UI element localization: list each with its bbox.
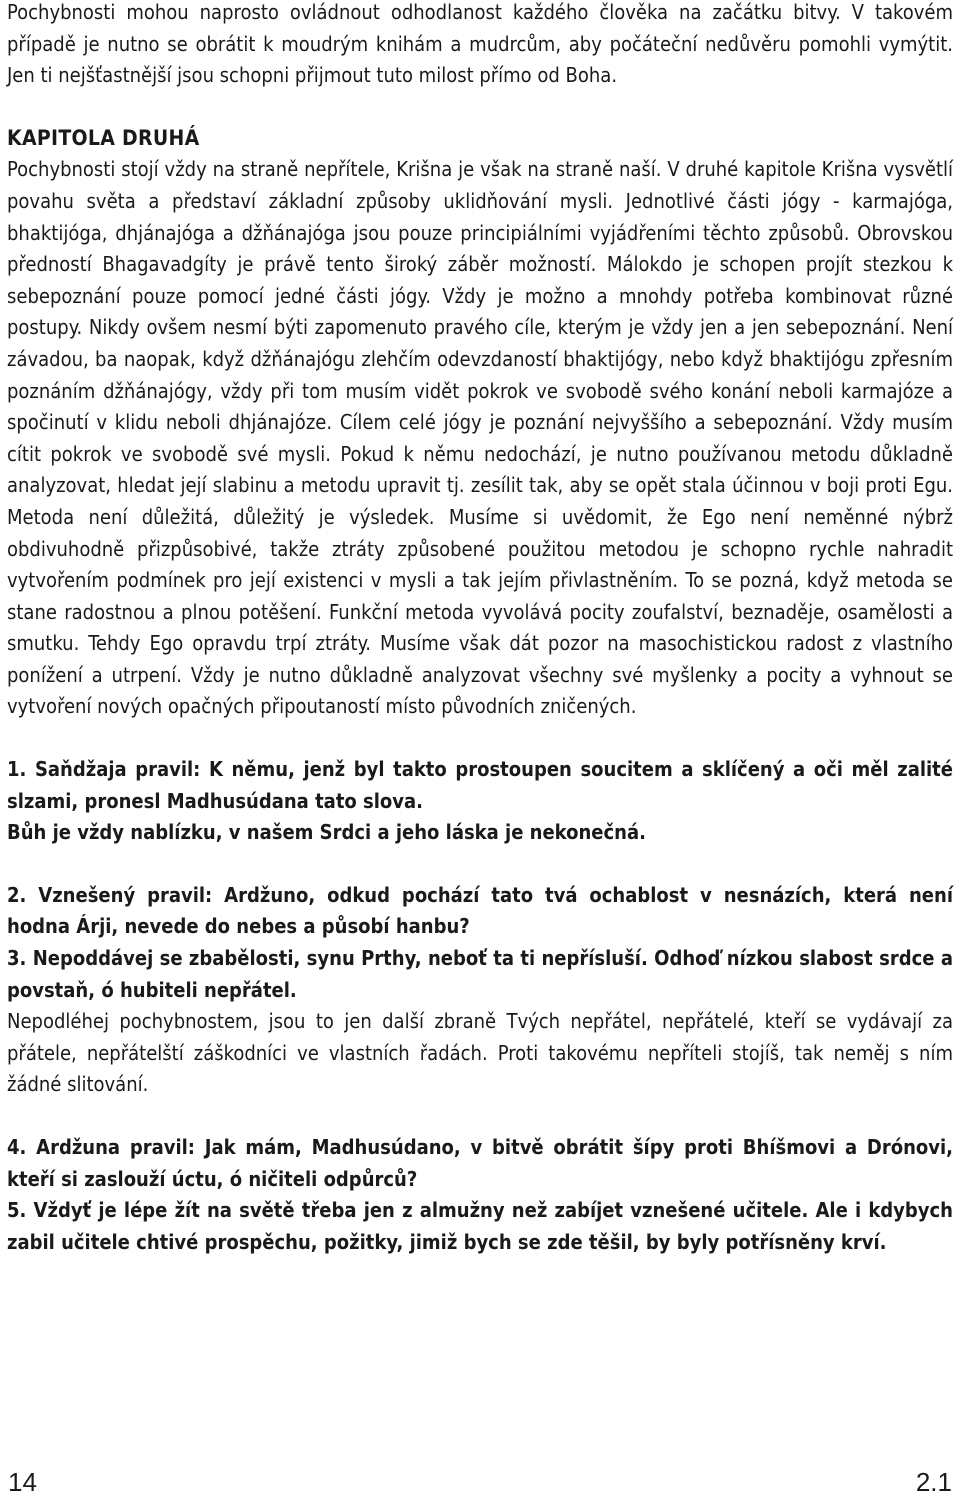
verse-1: 1. Saňdžaja pravil: K němu, jenž byl takto prostoupen soucitem a sklíčený a oči měl zalité slzami, pronesl Madhusúdana tato slova. xyxy=(7,757,953,813)
verse-3: 3. Nepoddávej se zbabělosti, synu Prthy, neboť ta ti nepřísluší. Odhoď nízkou slabost srdce a povstaň, ó hubiteli nepřátel. xyxy=(7,946,953,1002)
chapter-reference: 2.1 xyxy=(915,1467,952,1497)
verse-4: 4. Ardžuna pravil: Jak mám, Madhusúdano, v bitvě obrátit šípy proti Bhíšmovi a Drónovi, kteří si zaslouží úctu, ó ničiteli odpůrců? xyxy=(7,1135,953,1191)
verse-5: 5. Vždyť je lépe žít na světě třeba jen z almužny než zabíjet vznešené učitele. Ale i kdybych zabil učitele chtivé prospěchu, požitky, jimiž bych se zde těšil, by byly potřísněny krví. xyxy=(7,1198,953,1254)
verse-1-comment: Bůh je vždy nablízku, v našem Srdci a jeho láska je nekonečná. xyxy=(7,820,646,845)
verse-3-comment: Nepodléhej pochybnostem, jsou to jen další zbraně Tvých nepřátel, nepřátelé, kteří se vydávají za přátele, nepřátelští záškodníci ve vlastních řadách. Proti takovému nepříteli stojíš, tak neměj s ním žádné slitování. xyxy=(7,1009,953,1097)
chapter-paragraph: Pochybnosti stojí vždy na straně nepřítele, Krišna je však na straně naší. V druhé kapitole Krišna vysvětlí povahu světa a představí základní způsoby uklidňování mysli. Jednotlivé části jógy - karmajóga, bhaktijóga, dhjánajóga a džňánajóga jsou pouze principiálními vyjádřeními těchto způsobů. Obrovskou předností Bhagavadgíty je právě tento široký záběr možností. Málokdo je schopen projít stezkou k sebepoznání pouze pomocí jedné části jógy. Vždy je možno a mnohdy potřeba kombinovat různé postupy. Nikdy ovšem nesmí býti zapomenuto pravého cíle, kterým je vždy jen a jen sebepoznání. Není závadou, ba naopak, když džňánajógu zlehčím odevzdaností bhaktijógy, nebo když bhaktijógu zpřesním poznáním džňánajógy, vždy při tom musím vidět pokrok ve svobodě svého konání neboli karmajóze a spočinutí v klidu neboli dhjánajóze. Cílem celé jógy je poznání nejvyššího a sebepoznání. Vždy musím cítit pokrok ve svobodě své mysli. Pokud k němu nedochází, je nutno používanou metodu důkladně analyzovat, hledat její slabinu a metodu upravit tj. zesílit tak, aby se opět stala účinnou v boji proti Egu. Metoda není důležitá, důležitý je výsledek. Musíme si uvědomit, že Ego není neměnné nýbrž obdivuhodně přizpůsobivé, takže ztráty způsobené použitou metodou je schopno rychle nahradit vytvořením podmínek pro její existenci v mysli a tak jejím přivlastněním. To se pozná, když metoda se stane radostnou a plnou potěšení. Funkční metoda vyvolává pocity zoufalství, beznaděje, osamělosti a smutku. Tehdy Ego opravdu trpí ztráty. Musíme však dát pozor na masochistickou radost z vlastního ponížení a utrpení. Vždy je nutno důkladně analyzovat všechny své myšlenky a pocity a vyhnout se vytvoření nových opačných připoutaností místo původních zničených. xyxy=(7,157,953,719)
page-content xyxy=(7,0,953,1258)
spacer xyxy=(7,849,953,880)
spacer xyxy=(7,723,953,754)
chapter-heading: KAPITOLA DRUHÁ xyxy=(7,125,200,150)
spacer xyxy=(7,92,953,123)
spacer xyxy=(7,1101,953,1132)
verse-2: 2. Vznešený pravil: Ardžuno, odkud pochází tato tvá ochablost v nesnázích, která není hodna Árji, nevede do nebes a působí hanbu? xyxy=(7,882,953,939)
intro-paragraph: Pochybnosti mohou naprosto ovládnout odhodlanost každého člověka na začátku bitvy. V takovém případě je nutno se obrátit k moudrým knihám a mudrcům, aby počáteční nedůvěru pomohli vymýtit. Jen ti nejšťastnější jsou schopni přijmout tuto milost přímo od Boha. xyxy=(7,0,953,88)
page-number: 14 xyxy=(8,1467,37,1497)
